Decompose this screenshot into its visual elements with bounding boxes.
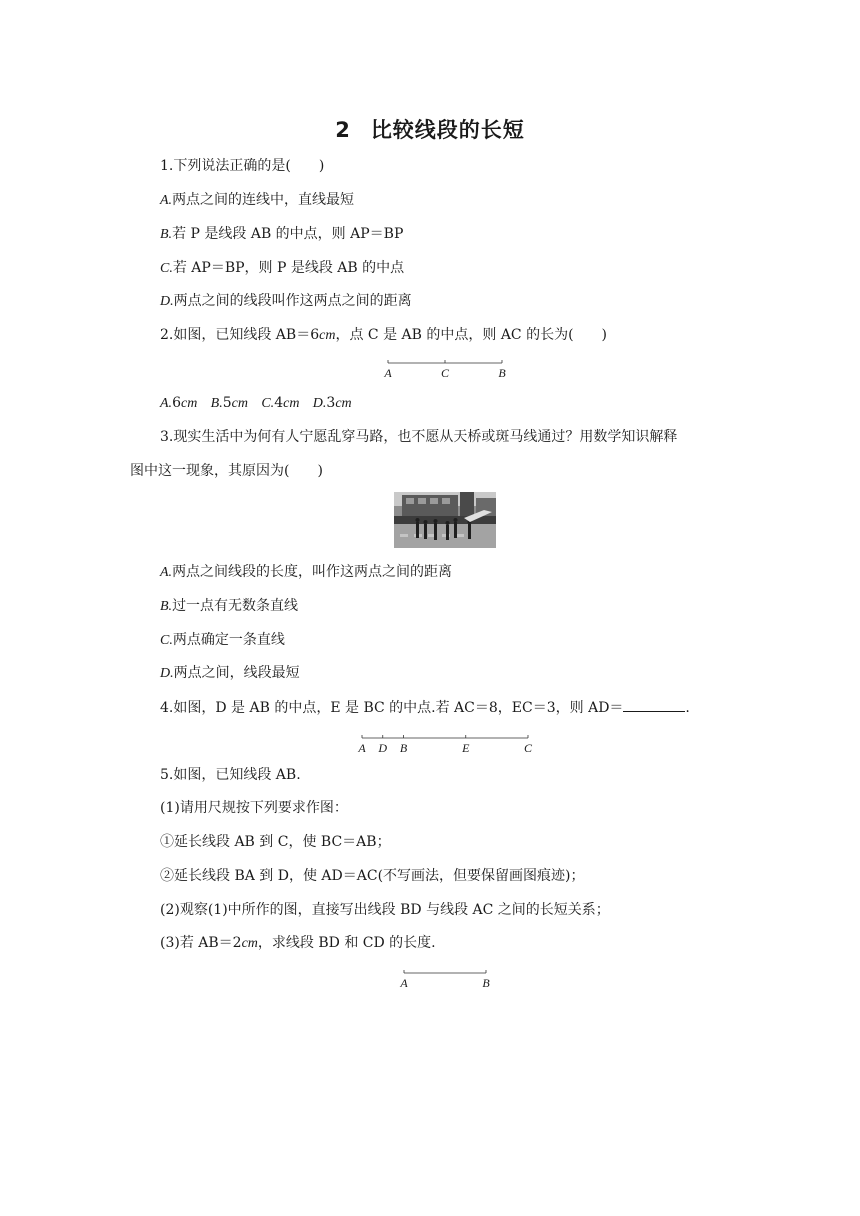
q4-stem: 4.如图，D 是 AB 的中点，E 是 BC 的中点.若 AC＝8，EC＝3，则 AD＝ . [160,700,690,716]
q2-options [160,394,352,413]
q2-option-d: D.3cm [312,395,352,411]
q1-option-c: C.若 AP＝BP，则 P 是线段 AB 的中点 [160,260,405,276]
q1-option-b: B.若 P 是线段 AB 的中点，则 AP＝BP [160,226,404,242]
q5-segment-figure [396,965,496,991]
q4-segment-figure [354,730,540,756]
section-title: 比较线段的长短 [370,118,525,142]
q2-option-b: B.5cm [210,395,248,411]
q5-stem: 5.如图，已知线段 AB. [160,767,301,783]
street-crossing-photo [394,492,496,548]
q4-point-label-b: B [399,741,408,755]
q2-option-c: C.4cm [261,395,300,411]
q3-stem-line1: 3.现实生活中为何有人宁愿乱穿马路，也不愿从天桥或斑马线通过？用数学知识解释 [160,429,678,445]
page-title [0,114,860,144]
q1-option-d: D.两点之间的线段叫作这两点之间的距离 [160,293,412,309]
q3-option-b: B.过一点有无数条直线 [160,598,299,614]
q3-option-d: D.两点之间，线段最短 [160,665,300,681]
q2-point-label-b: B [498,366,506,380]
q4-point-label-e: E [462,741,470,755]
q3-option-a: A.两点之间线段的长度，叫作这两点之间的距离 [160,564,453,580]
q5-point-label-b: B [482,976,490,990]
q2-segment-figure [380,355,510,381]
q5-point-label-a: A [400,976,408,990]
q4-point-label-c: C [523,741,533,755]
q1-option-a: A.两点之间的连线中，直线最短 [160,192,355,208]
q2-option-a: A.6cm [160,395,198,411]
q2-stem: 2.如图，已知线段 AB＝6cm，点 C 是 AB 的中点，则 AC 的长为( ) [160,327,608,343]
section-number: 2 [335,118,351,142]
answer-blank[interactable] [623,698,685,712]
q5-step2: ②延长线段 BA 到 D，使 AD＝AC(不写画法，但要保留画图痕迹)； [160,868,585,884]
q1-stem: 1.下列说法正确的是( ) [160,158,325,174]
q5-step1: ①延长线段 AB 到 C，使 BC＝AB； [160,834,391,850]
q5-part2: (2)观察(1)中所作的图，直接写出线段 BD 与线段 AC 之间的长短关系； [160,902,610,918]
q4-point-label-d: D [378,741,388,755]
q3-option-c: C.两点确定一条直线 [160,632,285,648]
q3-stem-line2: 图中这一现象，其原因为( ) [130,463,323,479]
q2-point-label-c: C [440,366,450,380]
q4-point-label-a: A [358,741,366,755]
q5-part1: (1)请用尺规按下列要求作图： [160,800,348,816]
q5-part3: (3)若 AB＝2cm，求线段 BD 和 CD 的长度. [160,935,436,951]
q2-point-label-a: A [384,366,392,380]
